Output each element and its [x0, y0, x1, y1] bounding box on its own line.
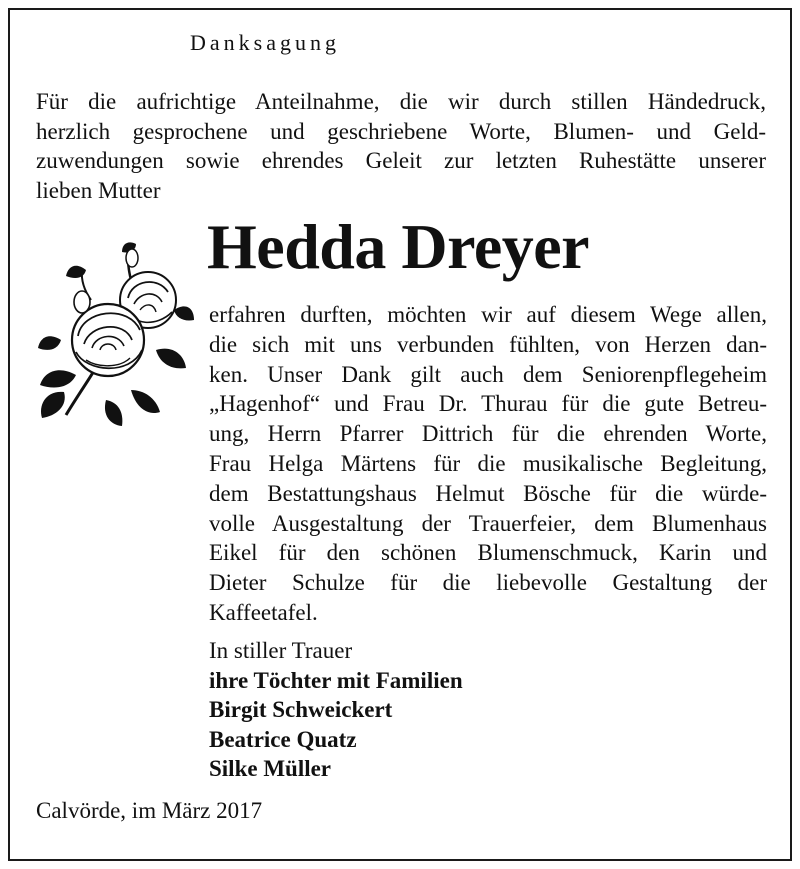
- intro-line: zuwendungen sowie ehrendes Geleit zur letzten Ruhestätte unserer: [36, 148, 766, 173]
- body-line: die sich mit uns verbunden fühlten, von Herzen dan-: [209, 331, 767, 357]
- place-date: Calvörde, im März 2017: [36, 798, 263, 823]
- mourner-name: Birgit Schweickert: [209, 697, 393, 722]
- body-line: ung, Herrn Pfarrer Dittrich für die ehrenden Worte,: [209, 421, 767, 447]
- body-line: „Hagenhof“ und Frau Dr. Thurau für die gute Betreu-: [209, 391, 767, 417]
- mourner-name: Beatrice Quatz: [209, 726, 357, 752]
- closing-intro: In stiller Trauer: [209, 638, 353, 663]
- rose-icon: [36, 240, 196, 430]
- intro-paragraph: [36, 87, 766, 205]
- intro-line: lieben Mutter: [36, 177, 161, 203]
- mourner-name: ihre Töchter mit Familien: [209, 667, 463, 693]
- body-line: ken. Unser Dank gilt auch dem Seniorenpflegeheim: [209, 361, 767, 387]
- body-line: Kaffeetafel.: [209, 599, 318, 625]
- mourner-name: Silke Müller: [209, 756, 332, 781]
- body-line: erfahren durften, möchten wir auf diesem Wege allen,: [209, 302, 767, 327]
- deceased-name: Hedda Dreyer: [207, 211, 590, 282]
- intro-line: herzlich gesprochene und geschriebene Worte, Blumen- und Geld-: [36, 118, 766, 144]
- body-line: dem Bestattungshaus Helmut Bösche für die würde-: [209, 480, 767, 506]
- closing-block: [209, 636, 463, 784]
- body-paragraph: [209, 300, 767, 628]
- notice-heading: Danksagung: [190, 30, 340, 55]
- body-line: Dieter Schulze für die liebevolle Gestaltung der: [209, 570, 767, 596]
- body-line: Eikel für den schönen Blumenschmuck, Karin und: [209, 540, 767, 566]
- intro-line: Für die aufrichtige Anteilnahme, die wir durch stillen Händedruck,: [36, 89, 766, 114]
- body-line: volle Ausgestaltung der Trauerfeier, dem Blumenhaus: [209, 510, 767, 536]
- body-line: Frau Helga Märtens für die musikalische Begleitung,: [209, 450, 767, 476]
